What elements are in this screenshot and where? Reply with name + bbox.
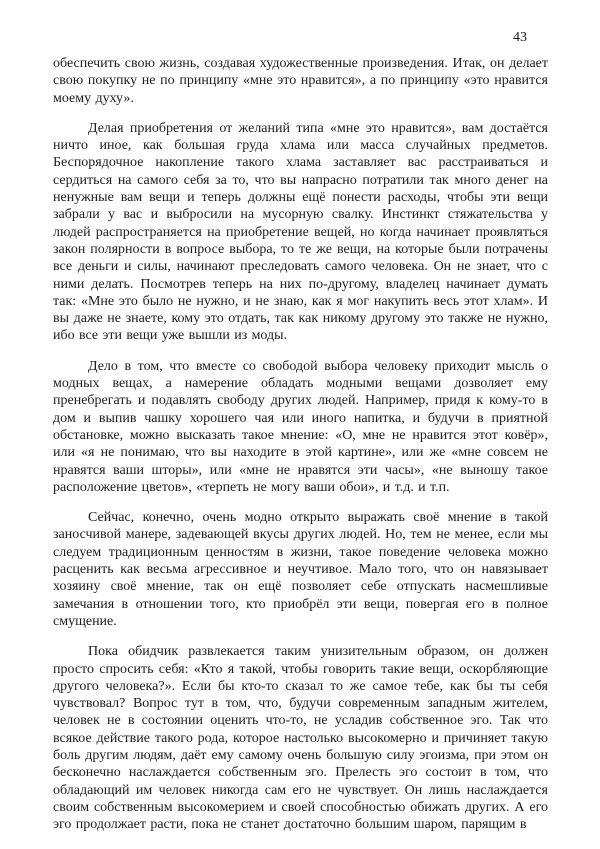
paragraph: Пока обидчик развлекается таким унизительным образом, он должен просто спросить себя: «Кто я такой, чтобы говорить такие вещи, оскорбляющие другого человека?». Если бы кто-то сказал то же самое тебе, как бы ты себя чувствовал? Вопрос тут в том, что, будучи современным западным жителем, человек не в состоянии оценить что-то, не усладив собственное эго. Так что всякое действие такого рода, которое настолько высокомерно и причиняет такую боль другим людям, даёт ему самому очень большую силу эгоизма, при этом он бесконечно наслаждается собственным эго. Прелесть эго состоит в том, что обладающий им человек никогда сам его не чувствует. Он лишь наслаждается своим собственным высокомерием и своей способностью обижать других. А его эго продолжает расти, пока не станет достаточно большим шаром, парящим в [53, 644, 548, 833]
paragraph: Дело в том, что вместе со свободой выбора человеку приходит мысль о модных вещах, а намерение обладать модными вещами дозволяет ему пренебрегать и подавлять свободу других людей. Например, придя к кому-то в дом и выпив чашку хорошего чая или иного напитка, и будучи в приятной обстановке, можно высказать такое мнение: «О, мне не нравится этот ковёр», или «я не понимаю, что вы находите в этой картине», или же «мне совсем не нравятся ваши шторы», или «мне не нравятся эти часы», «не выношу такое расположение цветов», «терпеть не могу ваши обои», и т.д. и т.п. [53, 358, 548, 495]
paragraph: Сейчас, конечно, очень модно открыто выражать своё мнение в такой заносчивой манере, задевающей вкусы других людей. Но, тем не менее, если мы следуем традиционным ценностям в жизни, такое поведение человека можно расценить как весьма агрессивное и неучтивое. Мало того, что он навязывает хозяину своё мнение, так он ещё позволяет себе отпускать насмешливые замечания в отношении того, кто приобрёл эти вещи, повергая его в полное смущение. [53, 510, 548, 629]
page-content [53, 55, 548, 833]
paragraph: Делая приобретения от желаний типа «мне это нравится», вам достаётся ничто иное, как большая груда хлама или масса случайных предметов. Беспорядочное накопление такого хлама заставляет вас расстраиваться и сердиться на самого себя за то, что вы напрасно потратили так много денег на ненужные вам вещи и теперь должны ещё понести расходы, чтобы эти вещи забрали у вас и выбросили на мусорную свалку. Инстинкт стяжательства у людей распространяется на приобретение вещей, но когда начинает проявляться закон полярности в вопросе выбора, то те же вещи, на которые были потрачены все деньги и силы, начинают преследовать самого человека. Он не знает, что с ними делать. Посмотрев теперь на них по-другому, владелец начинает думать так: «Мне это было не нужно, и не знаю, как я мог накупить весь этот хлам». И вы даже не знаете, кому это отдать, так как никому другому это также не нужно, ибо все эти вещи уже вышли из моды. [53, 120, 548, 344]
page-number: 43 [513, 30, 527, 45]
paragraph: обеспечить свою жизнь, создавая художественные произведения. Итак, он делает свою покупку не по принципу «мне это нравится», а по принципу «это нравится моему духу». [53, 56, 548, 106]
